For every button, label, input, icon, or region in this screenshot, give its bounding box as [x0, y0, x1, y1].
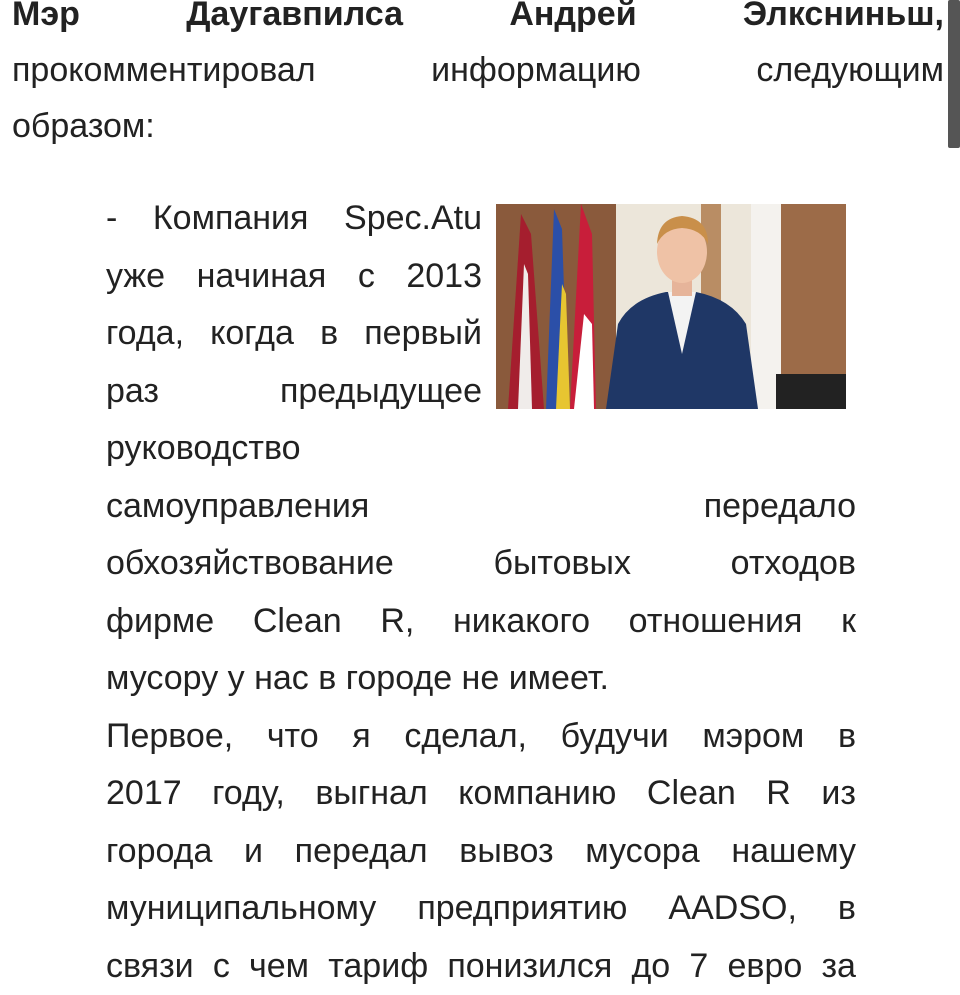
- quote-word: Компания: [153, 190, 309, 248]
- quote-word: AADSO,: [668, 880, 796, 938]
- quote-word: и: [244, 823, 263, 881]
- quote-word: передал: [295, 823, 428, 881]
- quote-line: [106, 593, 856, 651]
- quote-word: Первое,: [106, 708, 233, 766]
- quote-line: [106, 420, 856, 478]
- quote-word: с: [213, 938, 230, 995]
- intro-word: Андрей: [509, 0, 636, 42]
- quote-word: начиная: [197, 248, 327, 306]
- quote-word: -: [106, 190, 117, 248]
- quote-line: [106, 823, 856, 881]
- quote-word: передало: [704, 478, 856, 536]
- intro-word: Элксниньш,: [743, 0, 944, 42]
- quote-word: Clean: [647, 765, 736, 823]
- quote-word: в: [838, 880, 856, 938]
- quote-line: [106, 535, 856, 593]
- scrollbar-thumb[interactable]: [948, 0, 960, 148]
- quote-word: самоуправления: [106, 478, 369, 536]
- intro-word: следующим: [756, 42, 944, 98]
- quote-word: 2017: [106, 765, 182, 823]
- quote-line: [106, 363, 482, 421]
- quote-line: [106, 880, 856, 938]
- quote-word: R,: [380, 593, 414, 651]
- quote-word: муниципальному: [106, 880, 376, 938]
- quote-word: мусора: [585, 823, 699, 881]
- quote-word: первый: [364, 305, 482, 363]
- intro-word: прокомментировал: [12, 42, 316, 98]
- intro-word: образом:: [12, 98, 155, 154]
- quote-word: города: [106, 823, 212, 881]
- quote-line: [106, 765, 856, 823]
- quote-word: отношения: [629, 593, 803, 651]
- quote-word: за: [821, 938, 856, 995]
- intro-line-2: [12, 42, 944, 98]
- quote-word: руководство: [106, 420, 301, 478]
- quote-word: к: [841, 593, 856, 651]
- quote-word: до: [631, 938, 670, 995]
- quote-line: [106, 650, 856, 708]
- quote-word: года,: [106, 305, 184, 363]
- quote-word: раз: [106, 363, 159, 421]
- quote-word: никакого: [453, 593, 590, 651]
- quote-word: мэром: [702, 708, 804, 766]
- intro-paragraph: [12, 0, 944, 154]
- quote-word: я: [352, 708, 370, 766]
- quote-word: предприятию: [417, 880, 627, 938]
- quote-word: вывоз: [459, 823, 553, 881]
- quote-word: отходов: [731, 535, 856, 593]
- intro-word: Мэр: [12, 0, 80, 42]
- quote-word: будучи: [561, 708, 669, 766]
- quote-word: нашему: [731, 823, 856, 881]
- quote-line: [106, 478, 856, 536]
- quote-paragraph: [106, 190, 856, 995]
- quote-word: когда: [210, 305, 294, 363]
- quote-word: бытовых: [493, 535, 631, 593]
- quote-word: евро: [727, 938, 802, 995]
- quote-word: мусору у нас в городе не имеет.: [106, 650, 609, 708]
- quote-word: в: [320, 305, 338, 363]
- quote-word: сделал,: [404, 708, 527, 766]
- quote-word: из: [821, 765, 856, 823]
- quote-word: 2013: [406, 248, 482, 306]
- quote-word: тариф: [328, 938, 428, 995]
- quote-word: предыдущее: [280, 363, 482, 421]
- quote-word: выгнал: [315, 765, 427, 823]
- quote-line: [106, 708, 856, 766]
- quote-word: чем: [249, 938, 309, 995]
- quote-line: [106, 248, 482, 306]
- quote-line: [106, 938, 856, 995]
- quote-word: связи: [106, 938, 194, 995]
- intro-line-3: [12, 98, 944, 154]
- quote-word: что: [267, 708, 319, 766]
- quote-word: понизился: [447, 938, 612, 995]
- quote-word: Spec.Atu: [344, 190, 482, 248]
- intro-word: информацию: [431, 42, 641, 98]
- intro-line-1: [12, 0, 944, 42]
- quote-word: с: [358, 248, 375, 306]
- quote-word: фирме: [106, 593, 214, 651]
- quote-word: компанию: [458, 765, 616, 823]
- quote-word: 7: [689, 938, 708, 995]
- quote-word: уже: [106, 248, 165, 306]
- quote-word: в: [838, 708, 856, 766]
- quote-word: Clean: [253, 593, 342, 651]
- quote-word: R: [766, 765, 791, 823]
- quote-line: [106, 190, 482, 248]
- quote-line: [106, 305, 482, 363]
- quote-word: году,: [212, 765, 285, 823]
- quote-word: обхозяйствование: [106, 535, 394, 593]
- intro-word: Даугавпилса: [186, 0, 403, 42]
